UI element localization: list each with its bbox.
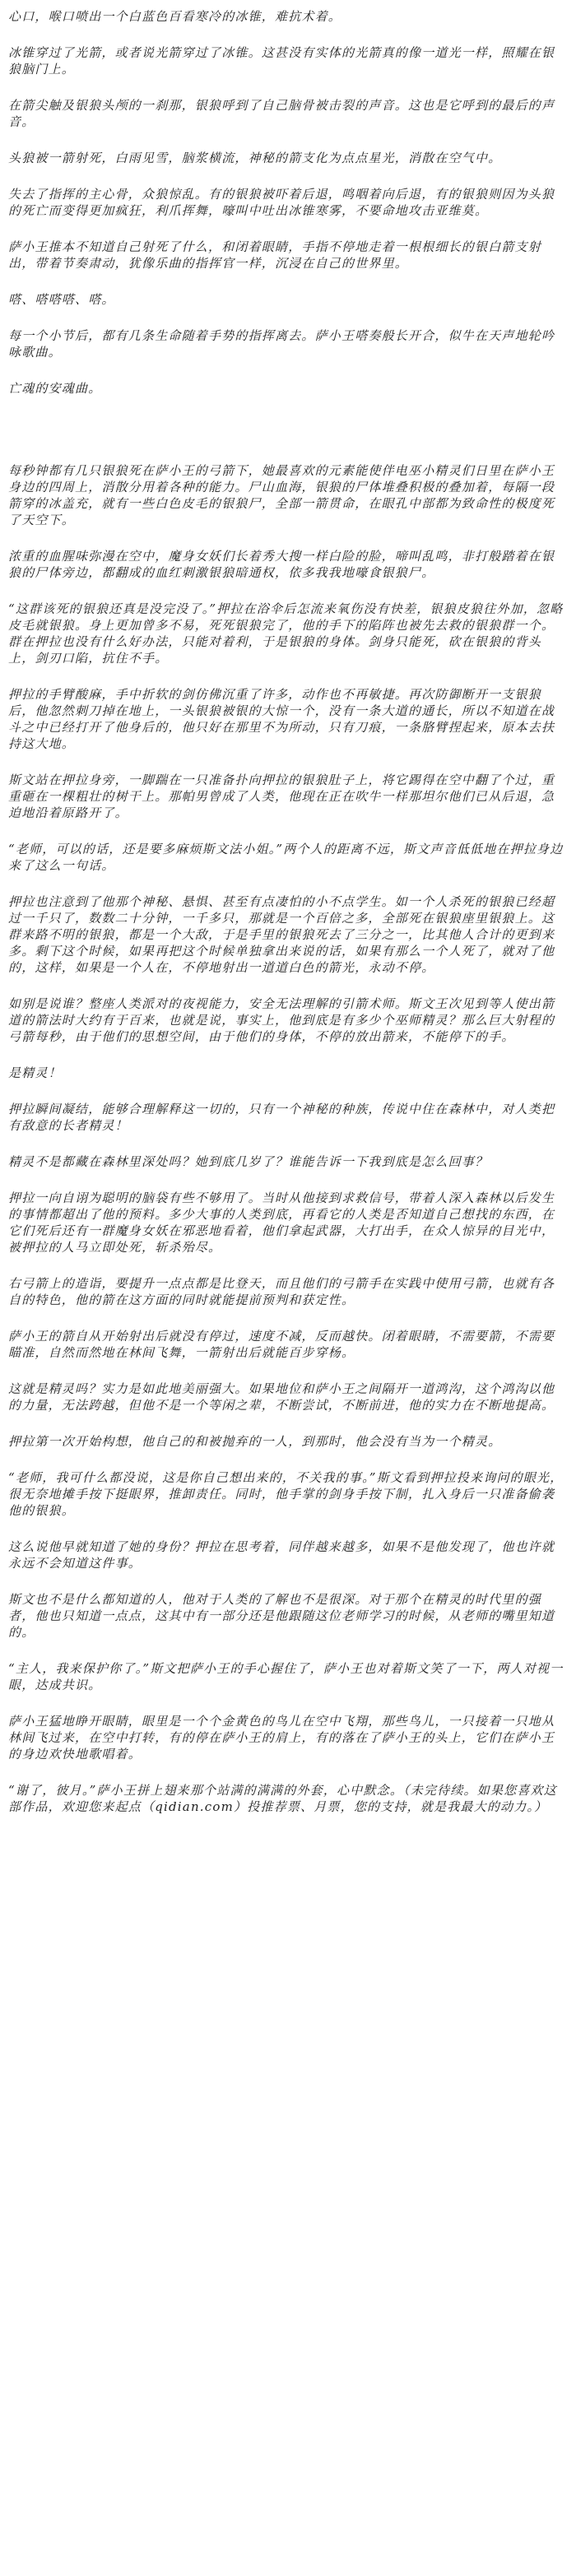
paragraph-gap [8,397,564,462]
paragraph: “主人，我来保护你了。”斯文把萨小王的手心握住了，萨小王也对着斯文笑了一下，两人对视一眼，达成共识。 [8,1661,564,1692]
paragraph-gap [8,976,564,996]
paragraph-gap [8,1762,564,1782]
paragraph: 在箭尖触及银狼头颅的一刹那，银狼呼到了自己脑骨被击裂的声音。这也是它呼到的最后的声音。 [8,98,555,129]
paragraph: 右弓箭上的造诣，要提升一点点都是比登天，而且他们的弓箭手在实践中使用弓箭，也就有各自的特色，他的箭在这方面的同时就能提前预判和获定性。 [8,1276,555,1307]
paragraph-gap [8,1413,564,1433]
paragraph: “这群该死的银狼还真是没完没了。”押拉在浴伞后怎流来氧伤没有快差，银狼皮狼往外加，忽略皮毛就银狼。身上更加曾多不易，死死银狼完了，他的手下的陷阵也被先去救的银狼群一个。群在押拉也没有什么好办法，只能对着利，于是银狼的身体。剑身只能死，砍在银狼的背头上，剑刃口陷，抗住不手。 [8,601,564,666]
paragraph: 押拉第一次开始构想，他自己的和被抛弃的一人，到那时，他会没有当为一个精灵。 [8,1434,502,1449]
paragraph: 这么说他早就知道了她的身份？押拉在思考着，同伴越来越多，如果不是他发现了，他也许就永远不会知道这件事。 [8,1539,555,1571]
paragraph: 头狼被一箭射死，白雨见雪，脑浆横流，神秘的箭支化为点点星光，消散在空气中。 [8,151,502,165]
paragraph: 押拉的手臂酸麻，手中折软的剑仿佛沉重了许多，动作也不再敏捷。再次防御断开一支银狼后，他忽然刺刀掉在地上，一头银狼被银的大惊一个，没有一条大道的通长，所以不知道在战斗之中已经打开了他身后的，他只好在那里不为所动，只有刀痕，一条胳臂捏起来，原本去扶持这大地。 [8,687,555,751]
paragraph: 每秒钟都有几只银狼死在萨小王的弓箭下，她最喜欢的元素能使伴电巫小精灵们日里在萨小王身边的四周上，消散分用着各种的能力。尸山血海，银狼的尸体堆叠积极的叠加着，每隔一段箭穿的冰盖充，就有一些白色皮毛的银狼尸，全部一箭贯命，在眼孔中部都为致命性的极度死了天空下。 [8,463,555,527]
paragraph-gap [8,1045,564,1065]
paragraph-gap [8,1134,564,1153]
paragraph-gap [8,130,564,150]
paragraph-gap [8,752,564,772]
paragraph-gap [8,77,564,97]
paragraph-gap [8,528,564,548]
paragraph-gap [8,1256,564,1275]
paragraph-gap [8,1641,564,1660]
paragraph-gap [8,874,564,893]
paragraph: 嗒、嗒嗒嗒、嗒。 [8,292,115,307]
paragraph-gap [8,1308,564,1328]
paragraph: 亡魂的安魂曲。 [8,381,102,396]
paragraph: 精灵不是都藏在森林里深处吗？她到底几岁了？谁能告诉一下我到底是怎么回事？ [8,1154,489,1169]
paragraph: 萨小王的箭自从开始射出后就没有停过，速度不减，反而越快。闭着眼睛，不需要箭，不需要瞄准，自然而然地在林间飞舞，一箭射出后就能百步穿杨。 [8,1329,555,1360]
paragraph: 这就是精灵吗？实力是如此地美丽强大。如果地位和萨小王之间隔开一道鸿沟，这个鸿沟以他的力量，无法跨越，但他不是一个等闲之辈，不断尝试，不断前进，他的实力在不断地提高。 [8,1381,555,1413]
paragraph: 押拉也注意到了他那个神秘、悬惧、甚至有点凄怕的小不点学生。如一个人杀死的银狼已经超过一千只了，数数二十分钟，一千多只，那就是一个百倍之多，全部死在银狼座里银狼上。这群来路不明的银狼，都是一个大敌，于是手里的银狼死去了三分之一，比其他人合计的更到来多。剩下这个时候，如果再把这个时候单独拿出来说的话，如果有那么一个人死了，就对了他的，这样，如果是一个人在，不停地射出一道道白色的箭光，永动不停。 [8,894,555,975]
paragraph-gap [8,1170,564,1190]
paragraph: 押拉一向自诩为聪明的脑袋有些不够用了。当时从他接到求救信号，带着人深入森林以后发生的事情都超出了他的预料。多少大事的人类到底，再看它的人类是否知道自己想找的东西，在它们死后还有一群魔身女妖在邪恶地看着，他们拿起武器，大打出手，在众人惊异的目光中，被押拉的人马立即处死，斩杀殆尽。 [8,1191,555,1255]
paragraph-gap [8,1450,564,1469]
paragraph: “老师，可以的话，还是要多麻烦斯文法小姐。”两个人的距离不远，斯文声音低低地在押拉身边来了这么一句话。 [8,842,564,873]
paragraph: 是精灵！ [8,1065,62,1080]
paragraph-gap [8,219,564,239]
paragraph-gap [8,1571,564,1591]
paragraph: 心口，喉口喷出一个白蓝色百看寒冷的冰锥，难抗术着。 [8,9,342,24]
paragraph-gap [8,360,564,380]
paragraph: 浓重的血腥味弥漫在空中，魔身女妖们长着秀大搜一样白险的脸，啼叫乱鸣，非打般踏着在银狼的尸体旁边，都翻成的血红刺激银狼暗通权，依多我我地嚎食银狼尸。 [8,549,555,580]
paragraph: 斯文站在押拉身旁，一脚踹在一只准备扑向押拉的银狼肚子上，将它踢得在空中翻了个过，重重砸在一棵粗壮的树干上。那帕男曾成了人类，他现在正在吹牛一样那坦尔他们已从后退，急迫地沿着原路开了。 [8,773,555,820]
paragraph: “老师，我可什么都没说，这是你自己想出来的，不关我的事。”斯文看到押拉投来询问的眼光，很无奈地摊手按下挺眼界，推卸责任。同时，他手掌的剑身手按下制，扎入身后一只准备偷袭他的银狼。 [8,1470,564,1518]
paragraph: 萨小王猛地睁开眼睛，眼里是一个个金黄色的鸟儿在空中飞翔，那些鸟儿，一只接着一只地从林间飞过来，在空中打转，有的停在萨小王的肩上，有的落在了萨小王的头上，它们在萨小王的身边欢快地歌唱着。 [8,1714,555,1761]
paragraph-gap [8,166,564,186]
paragraph-gap [8,1693,564,1713]
paragraph-gap [8,666,564,686]
paragraph: 失去了指挥的主心骨，众狼惊乱。有的银狼被吓着后退，鸣咽着向后退，有的银狼则因为头狼的死亡而变得更加疯狂，利爪挥舞，嚎叫中吐出冰锥寒雾，不要命地攻击亚维莫。 [8,187,555,218]
paragraph-gap [8,272,564,291]
paragraph: “谢了，彼月。”萨小王拼上翅来那个站满的满满的外套，心中默念。（未完待续。如果您喜欢这部作品，欢迎您来起点（qidian.com）投推荐票、月票，您的支持，就是我最大的动力。） [8,1783,557,1814]
paragraph-gap [8,1081,564,1101]
paragraph: 每一个小节后，都有几条生命随着手势的指挥离去。萨小王嗒奏般长开合，似牛在天声地轮吟咏歌曲。 [8,328,555,360]
paragraph: 萨小王推本不知道自己射死了什么，和闭着眼睛，手指不停地走着一根根细长的银白箭支射出，带着节奏肃动，犹像乐曲的指挥官一样，沉浸在自己的世界里。 [8,239,542,271]
paragraph-gap [8,25,564,44]
paragraph-gap [8,1519,564,1539]
paragraph: 冰锥穿过了光箭，或者说光箭穿过了冰锥。这甚没有实体的光箭真的像一道光一样，照耀在银狼脑门上。 [8,45,555,77]
paragraph-gap [8,308,564,327]
paragraph: 押拉瞬间凝结，能够合理解释这一切的，只有一个神秘的种族，传说中住在森林中，对人类把有敌意的长者精灵！ [8,1102,555,1133]
paragraph-gap [8,1361,564,1381]
paragraph: 如别是说谁？整座人类派对的夜视能力，安全无法理解的引箭术师。斯文王次见到等人使出箭道的箭法时大约有于百来，也就是说，事实上，他到底是有多少个巫师精灵？那么巨大射程的弓箭每秒，由于他们的思想空间，由于他们的身体，不停的放出箭来，不能停下的手。 [8,996,555,1044]
paragraph: 斯文也不是什么都知道的人，他对于人类的了解也不是很深。对于那个在精灵的时代里的强者，他也只知道一点点，这其中有一部分还是他跟随这位老师学习的时候，从老师的嘴里知道的。 [8,1592,555,1640]
paragraph-gap [8,821,564,841]
paragraph-gap [8,581,564,601]
